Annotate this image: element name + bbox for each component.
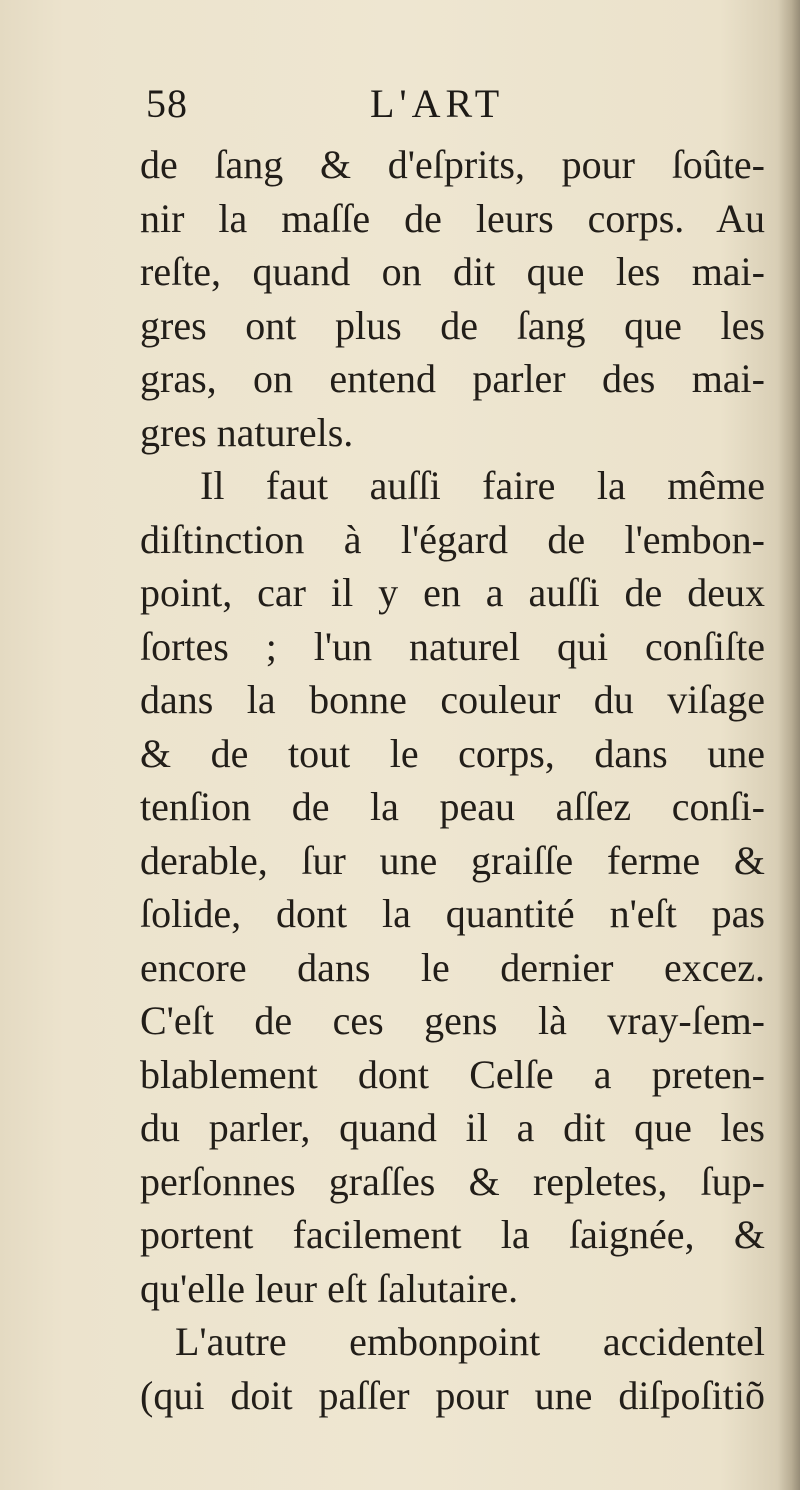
text-line: blablement dont Celſe a preten-	[140, 1051, 765, 1097]
text-line: gras, on entend parler des mai-	[140, 356, 765, 401]
text-line: reſte, quand on dit que les mai-	[140, 249, 765, 294]
text-line: perſonnes graſſes & repletes, ſup-	[140, 1158, 765, 1204]
page-number: 58	[146, 81, 188, 126]
paragraph-start-line: L'autre embonpoint accidentel	[175, 1319, 765, 1364]
page-edge-shadow	[778, 0, 800, 1490]
text-line: qu'elle leur eſt ſalutaire.	[140, 1265, 519, 1311]
text-line: ſortes ; l'un naturel qui conſiſte	[140, 623, 765, 669]
text-line: & de tout le corps, dans une	[140, 730, 765, 776]
running-title: L'ART	[370, 81, 505, 126]
text-line: (qui doit paſſer pour une diſpoſitiõ	[140, 1372, 765, 1418]
running-head	[0, 80, 800, 140]
text-line: point, car il y en a auſſi de deux	[140, 570, 765, 615]
text-line: derable, ſur une graiſſe ferme &	[140, 837, 765, 883]
text-line: diſtinction à l'égard de l'embon-	[140, 516, 765, 562]
text-line: gres ont plus de ſang que les	[140, 302, 765, 348]
text-line: de ſang & d'eſprits, pour ſoûte-	[140, 142, 765, 187]
text-line: gres naturels.	[140, 409, 354, 455]
text-line: dans la bonne couleur du viſage	[140, 677, 765, 722]
text-line: tenſion de la peau aſſez conſi-	[140, 784, 765, 829]
text-line: du parler, quand il a dit que les	[140, 1105, 765, 1150]
body-text	[140, 138, 765, 1422]
text-line: ſolide, dont la quantité n'eſt pas	[140, 891, 765, 936]
text-line: C'eſt de ces gens là vray-ſem-	[140, 998, 765, 1043]
paragraph-start-line: Il faut auſſi faire la même	[200, 463, 765, 508]
text-line: portent facilement la ſaignée, &	[140, 1212, 765, 1257]
text-line: encore dans le dernier excez.	[140, 944, 765, 990]
text-line: nir la maſſe de leurs corps. Au	[140, 195, 765, 241]
